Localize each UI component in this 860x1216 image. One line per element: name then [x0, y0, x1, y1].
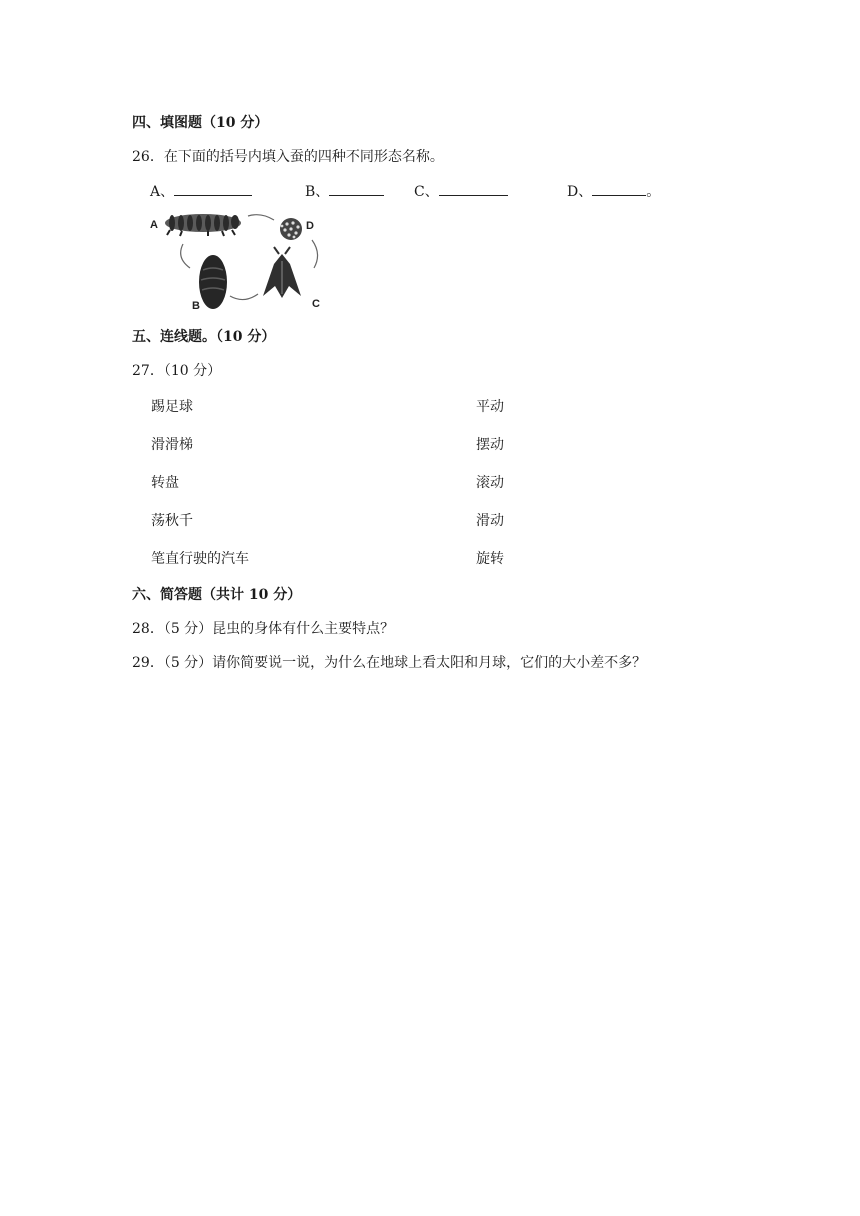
blank-d[interactable]	[567, 181, 660, 201]
section-6-title: 六、简答题（共计 10 分）	[132, 587, 302, 603]
figure-label-c: C	[312, 298, 320, 310]
blank-c[interactable]	[414, 181, 508, 201]
match-right-item[interactable]: 平动	[476, 399, 504, 415]
arrow-pupa-to-moth	[230, 294, 258, 300]
blank-c-line[interactable]	[439, 181, 508, 196]
blank-d-label: D、	[567, 184, 593, 200]
figure-label-b: B	[192, 300, 200, 312]
figure-label-a: A	[150, 219, 158, 231]
match-left-item[interactable]: 笔直行驶的汽车	[151, 551, 249, 567]
match-right-item[interactable]: 滚动	[476, 475, 504, 491]
section-5-title: 五、连线题。（10 分）	[132, 329, 276, 345]
figure-label-d: D	[306, 220, 314, 232]
blank-b-line[interactable]	[329, 181, 384, 196]
match-right-item[interactable]: 旋转	[476, 551, 504, 567]
match-right-item[interactable]: 摆动	[476, 437, 504, 453]
eggs-image	[280, 218, 302, 240]
question-26-text: 26．在下面的括号内填入蚕的四种不同形态名称。	[132, 149, 444, 165]
blank-a[interactable]	[150, 181, 252, 201]
blank-d-suffix: 。	[646, 184, 661, 200]
larva-image	[165, 214, 241, 236]
blank-c-label: C、	[414, 184, 439, 200]
pupa-image	[199, 255, 227, 309]
arrow-moth-to-eggs	[312, 240, 318, 268]
blank-d-line[interactable]	[592, 181, 646, 196]
blank-b-label: B、	[305, 184, 330, 200]
match-left-item[interactable]: 转盘	[151, 475, 179, 491]
match-right-item[interactable]: 滑动	[476, 513, 504, 529]
silkworm-lifecycle-figure	[148, 206, 332, 314]
arrow-eggs-to-larva	[248, 215, 274, 220]
blank-a-label: A、	[150, 184, 175, 200]
moth-image	[263, 247, 301, 298]
question-29-text: 29．（5 分）请你简要说一说，为什么在地球上看太阳和月球，它们的大小差不多？	[132, 655, 647, 671]
question-28-text: 28．（5 分）昆虫的身体有什么主要特点？	[132, 621, 395, 637]
arrow-larva-to-pupa	[181, 244, 190, 268]
blank-b[interactable]	[305, 181, 384, 201]
section-4-title: 四、填图题（10 分）	[132, 115, 269, 131]
blank-a-line[interactable]	[174, 181, 252, 196]
match-left-item[interactable]: 滑滑梯	[151, 437, 193, 453]
match-left-item[interactable]: 踢足球	[151, 399, 193, 415]
question-27-text: 27．（10 分）	[132, 363, 222, 379]
match-left-item[interactable]: 荡秋千	[151, 513, 193, 529]
